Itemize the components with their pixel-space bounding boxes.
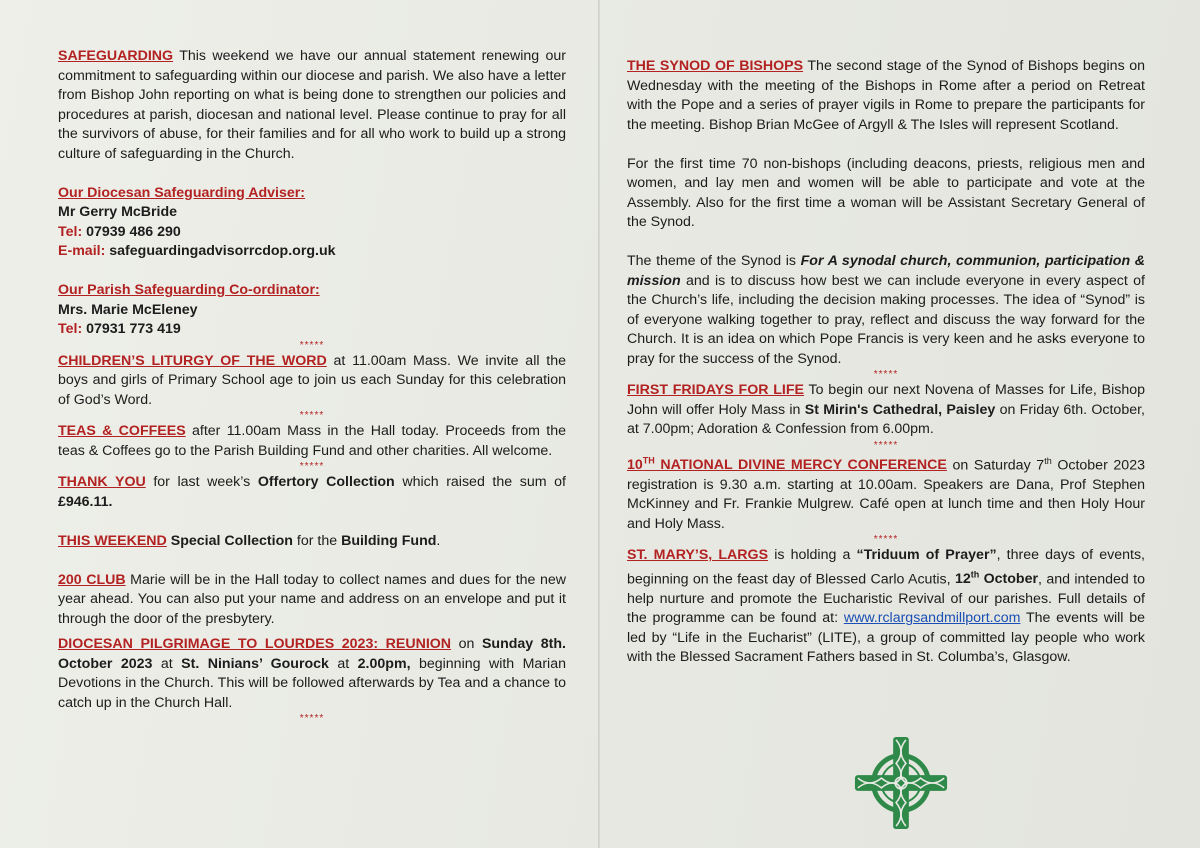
- childrens-liturgy-section: CHILDREN’S LITURGY OF THE WORD at 11.00am Mass. We invite all the boys and girls of Primary School age to join us each Sunday for this celebration of God’s Word.: [58, 352, 566, 408]
- left-column: [58, 47, 566, 725]
- right-column: [627, 57, 1145, 668]
- separator: *****: [873, 369, 899, 380]
- teas-heading: TEAS & COFFEES: [58, 423, 186, 439]
- parish-coordinator-heading: Our Parish Safeguarding Co-ordinator:: [58, 282, 320, 298]
- safeguarding-body: This weekend we have our annual statement renewing our commitment to safeguarding within our diocese and parish. We also have a letter from Bishop John reporting on what is being done to strengthen our policies and procedures at parish, diocesan and national level. Please continue to pray for all the survivors of abuse, for their families and for all who work to build up a strong culture of safeguarding in the Church.: [58, 48, 566, 162]
- separator: *****: [299, 339, 325, 351]
- diocesan-adviser-name: Mr Gerry McBride: [58, 204, 178, 220]
- separator: *****: [299, 461, 325, 472]
- childrens-liturgy-heading: CHILDREN’S LITURGY OF THE WORD: [58, 352, 327, 369]
- first-fridays-section: FIRST FRIDAYS FOR LIFE To begin our next Novena of Masses for Life, Bishop John will offer Holy Mass in St Mirin's Cathedral, Paisley on Friday 6th. October, at 7.00pm; Adoration & Confession from 6.00pm.: [627, 382, 1145, 437]
- parish-coordinator-tel: Tel: 07931 773 419: [58, 321, 181, 337]
- synod-theme: For A synodal church, communion, participation & mission: [627, 253, 1145, 289]
- synod-paragraph-2: For the first time 70 non-bishops (including deacons, priests, religious men and women, and lay men and women will be able to participate and vote at the Assembly. Also for the first time a woman will be Assistant Secretary General of the Synod.: [627, 155, 1145, 230]
- club-200-heading: 200 CLUB: [58, 571, 126, 588]
- synod-paragraph-3: The theme of the Synod is For A synodal church, communion, participation & mission and is to discuss how best we can include everyone in every aspect of the Church’s life, including the decision making processes. The idea of “Synod” is of everyone walking together to pray, reflect and discuss the way forward for the Church. It is an idea on which Pope Francis is very keen and he asks everyone to pray for the success of the Synod.: [627, 253, 1145, 367]
- synod-heading: THE SYNOD OF BISHOPS: [627, 58, 804, 74]
- largs-heading: ST. MARY’S, LARGS: [627, 547, 769, 564]
- celtic-cross-icon: [852, 734, 950, 832]
- diocesan-adviser-tel: Tel: 07939 486 290: [58, 223, 181, 240]
- this-weekend-section: THIS WEEKEND Special Collection for the Building Fund.: [58, 532, 441, 549]
- largs-section: ST. MARY’S, LARGS is holding a “Triduum of Prayer”, three days of events, beginning on the feast day of Blessed Carlo Acutis, 12th October, and intended to help nurture and promote the Eucharistic Revival of our parishes. Full details of the programme can be found at: www.rclargsandmillport.com The events will be led by “Life in the Eucharist” (LITE), a group of committed lay people who work with the Blessed Sacrament Fathers based in St. Columba’s, Glasgow.: [627, 547, 1145, 666]
- lourdes-heading: DIOCESAN PILGRIMAGE TO LOURDES 2023: REUNION: [58, 636, 452, 652]
- divine-mercy-section: 10TH NATIONAL DIVINE MERCY CONFERENCE on Saturday 7th October 2023 registration is 9.30 a.m. starting at 10.00am. Speakers are Dana, Prof Stephen McKinney and Fr. Frankie Mulgrew. Café open at lunch time and then Holy Hour and Holy Mass.: [627, 455, 1145, 532]
- first-fridays-heading: FIRST FRIDAYS FOR LIFE: [627, 382, 804, 398]
- page-fold: [598, 0, 600, 848]
- separator: *****: [299, 713, 325, 724]
- club-200-section: 200 CLUB Marie will be in the Hall today to collect names and dues for the new year ahead. You can also put your name and address on an envelope and put it through the door of the presbytery.: [58, 571, 566, 627]
- safeguarding-section: [58, 47, 566, 164]
- teas-section: TEAS & COFFEES after 11.00am Mass in the Hall today. Proceeds from the teas & Coffees go to the Parish Building Fund and other charities. All welcome.: [58, 423, 566, 459]
- diocesan-adviser-heading: Our Diocesan Safeguarding Adviser:: [58, 184, 306, 201]
- thank-you-section: THANK YOU for last week’s Offertory Collection which raised the sum of £946.11.: [58, 474, 566, 510]
- safeguarding-heading: SAFEGUARDING: [58, 48, 174, 64]
- separator: *****: [873, 534, 899, 546]
- divine-mercy-heading: 10TH NATIONAL DIVINE MERCY CONFERENCE: [627, 455, 947, 474]
- this-weekend-heading: THIS WEEKEND: [58, 532, 167, 549]
- lourdes-section: DIOCESAN PILGRIMAGE TO LOURDES 2023: REUNION on Sunday 8th. October 2023 at St. Ninians’ Gourock at 2.00pm, beginning with Marian Devotions in the Church. This will be followed afterwards by Tea and a chance to catch up in the Church Hall.: [58, 636, 566, 711]
- separator: *****: [299, 410, 325, 421]
- separator: *****: [873, 439, 899, 451]
- parish-coordinator-name: Mrs. Marie McEleney: [58, 301, 198, 318]
- thank-you-heading: THANK YOU: [58, 474, 146, 490]
- diocesan-adviser-email: E-mail: safeguardingadvisorrcdop.org.uk: [58, 243, 336, 259]
- parish-website-link[interactable]: www.rclargsandmillport.com: [843, 610, 1021, 627]
- synod-section: THE SYNOD OF BISHOPS The second stage of the Synod of Bishops begins on Wednesday with the meeting of the Bishops in Rome after a period on Retreat with the Pope and a series of prayer vigils in Rome to prepare the participants for the meeting. Bishop Brian McGee of Argyll & The Isles will represent Scotland.: [627, 58, 1146, 133]
